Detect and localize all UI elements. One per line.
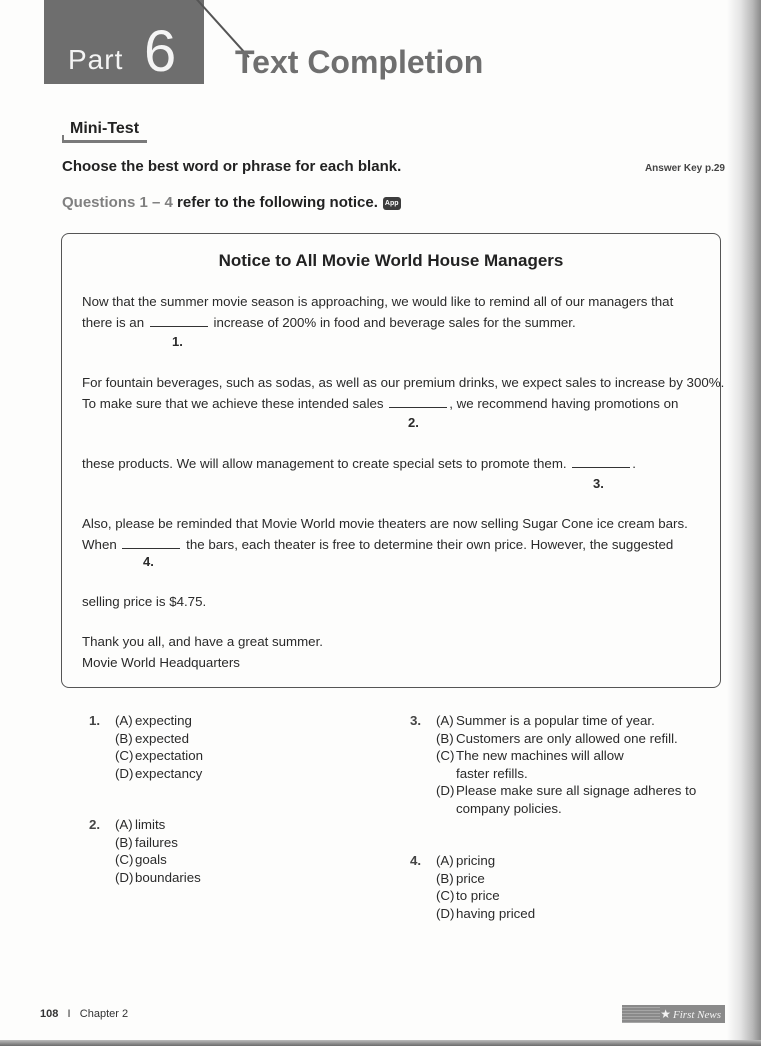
blank-2 [389,395,447,408]
app-icon: App [383,197,401,210]
instruction-text: Choose the best word or phrase for each blank. [62,158,402,175]
question-number: 4. [410,853,422,868]
option-2d[interactable]: (D) boundaries [115,869,201,885]
text-line: there is an increase of 200% in food and beverage sales for the summer. [82,315,576,330]
part-label: Part [68,44,124,75]
question-number: 2. [89,817,101,832]
option-1a[interactable]: (A) expecting [115,713,192,728]
option-2a[interactable]: (A) limits [115,817,166,832]
text-line: Now that the summer movie season is approaching, we would like to remind all of our managers that [82,294,674,309]
text-line: Also, please be reminded that Movie World movie theaters are now selling Sugar Cone ice cream bars. [82,516,688,531]
notice-paragraph-4 [82,513,688,555]
question-3 [410,712,710,817]
page-edge-shadow [727,0,761,1046]
option-1b[interactable]: (B) expected [115,730,189,746]
option-2c[interactable]: (C) goals [115,852,167,867]
blank-number-2: 2. [408,415,419,430]
option-2b[interactable]: (B) failures [115,834,178,850]
footer-separator: I [67,1008,71,1020]
page-footer [40,1008,128,1020]
questions-ref-text: refer to the following notice. [172,194,378,211]
text-line: When the bars, each theater is free to determine their own price. However, the suggested [82,537,674,552]
option-1d[interactable]: (D) expectancy [115,765,203,781]
publisher-name: First News [673,1009,721,1021]
notice-paragraph-2 [82,372,724,414]
option-4a[interactable]: (A) pricing [436,853,496,868]
blank-number-1: 1. [172,334,183,349]
part-badge [44,0,204,84]
part-number: 6 [144,19,177,84]
option-4b[interactable]: (B) price [436,870,485,886]
blank-number-4: 4. [143,554,154,569]
blank-1 [150,314,208,327]
option-3a[interactable]: (A) Summer is a popular time of year. [436,713,655,728]
blank-number-3: 3. [593,476,604,491]
option-4c[interactable]: (C) to price [436,888,500,903]
notice-box [61,233,725,688]
text-line: For fountain beverages, such as sodas, as well as our premium drinks, we expect sales to increase by 300%. [82,375,725,390]
publisher-logo [622,1005,725,1023]
question-2 [89,816,349,886]
section-title: Text Completion [235,44,484,80]
blank-3 [572,455,630,468]
text-line: To make sure that we achieve these intended sales , we recommend having promotions on [82,396,679,411]
question-number: 3. [410,713,422,728]
chapter-label: Chapter 2 [79,1008,129,1020]
answer-key-reference: Answer Key p.29 [644,163,725,174]
text-line: these products. We will allow management to create special sets to promote them. . [82,456,636,471]
questions-range: Questions 1 – 4 [62,194,173,211]
option-1c[interactable]: (C) expectation [115,748,204,763]
notice-title: Notice to All Movie World House Managers [218,251,564,270]
option-3c[interactable]: (C) The new machines will allow faster refills. [436,748,624,781]
notice-paragraph-5: selling price is $4.75. [82,594,207,609]
option-4d[interactable]: (D) having priced [436,905,536,921]
page-bottom-edge [0,1040,761,1046]
signature-line: Movie World Headquarters [82,655,240,670]
question-number: 1. [89,713,101,728]
notice-closing [82,631,323,673]
question-4 [410,852,710,922]
notice-paragraph-3 [82,453,636,474]
option-3d[interactable]: (D) Please make sure all signage adheres to company policies. [436,783,697,816]
closing-line: Thank you all, and have a great summer. [82,634,323,649]
page-number: 108 [40,1008,59,1020]
questions-reference [62,194,401,211]
mini-test-heading: Mini-Test [62,120,147,143]
option-3b[interactable]: (B) Customers are only allowed one refill. [436,730,678,746]
star-icon: ★ [660,1007,672,1021]
blank-4 [122,536,180,549]
question-1 [89,712,349,782]
notice-paragraph-1 [82,291,673,333]
